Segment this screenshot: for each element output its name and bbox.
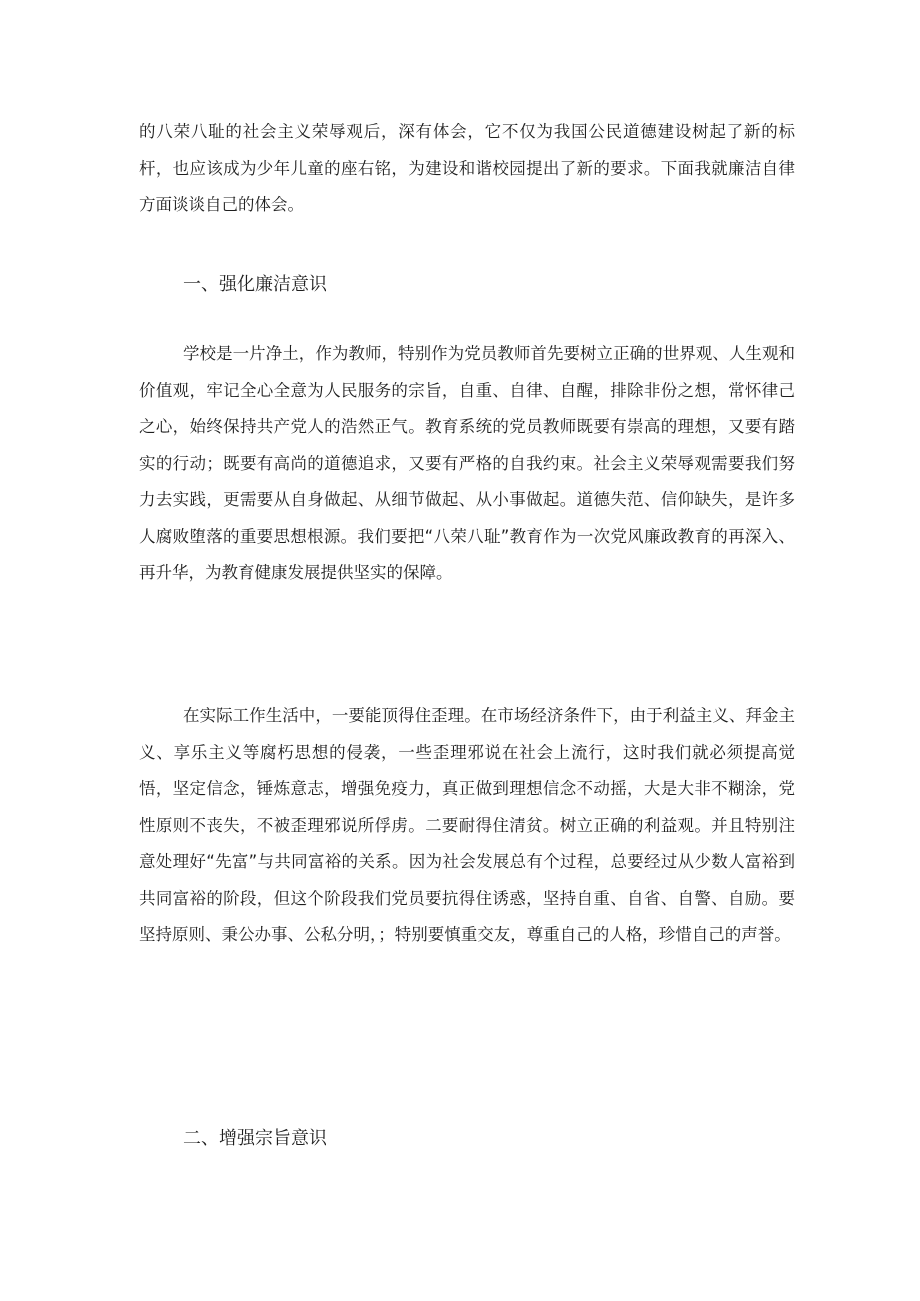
paragraph-practice: 在实际工作生活中，一要能顶得住歪理。在市场经济条件下，由于利益主义、拜金主义、享乐主义等腐朽思想的侵袭，一些歪理邪说在社会上流行，这时我们就必须提高觉悟，坚定信念，锤炼意志，增强免疫力，真正做到理想信念不动摇，大是大非不糊涂，党性原则不丧失，不被歪理邪说所俘虏。二要耐得住清贫。树立正确的利益观。并且特别注意处理好“先富”与共同富裕的关系。因为社会发展总有个过程，总要经过从少数人富裕到共同富裕的阶段，但这个阶段我们党员要抗得住诱惑，坚持自重、自省、自警、自励。要坚持原则、秉公办事、公私分明，；特别要慎重交友，尊重自己的人格，珍惜自己的声誉。 [139, 706, 795, 944]
section-heading-2: 二、增强宗旨意识 [183, 1128, 327, 1149]
paragraph-integrity: 学校是一片净土，作为教师，特别作为党员教师首先要树立正确的世界观、人生观和价值观，牢记全心全意为人民服务的宗旨，自重、自律、自醒，排除非份之想，常怀律己之心，始终保持共产党人的浩然正气。教育系统的党员教师既要有崇高的理想，又要有踏实的行动；既要有高尚的道德追求，又要有严格的自我约束。社会主义荣辱观需要我们努力去实践，更需要从自身做起、从细节做起、从小事做起。道德失范、信仰缺失，是许多人腐败堕落的重要思想根源。我们要把“八荣八耻”教育作为一次党风廉政教育的再深入、再升华，为教育健康发展提供坚实的保障。 [139, 344, 795, 582]
section-heading-1: 一、强化廉洁意识 [183, 274, 327, 295]
paragraph-continuation: 的八荣八耻的社会主义荣辱观后，深有体会，它不仅为我国公民道德建设树起了新的标杆，也应该成为少年儿童的座右铭，为建设和谐校园提出了新的要求。下面我就廉洁自律方面谈谈自己的体会。 [139, 122, 795, 214]
